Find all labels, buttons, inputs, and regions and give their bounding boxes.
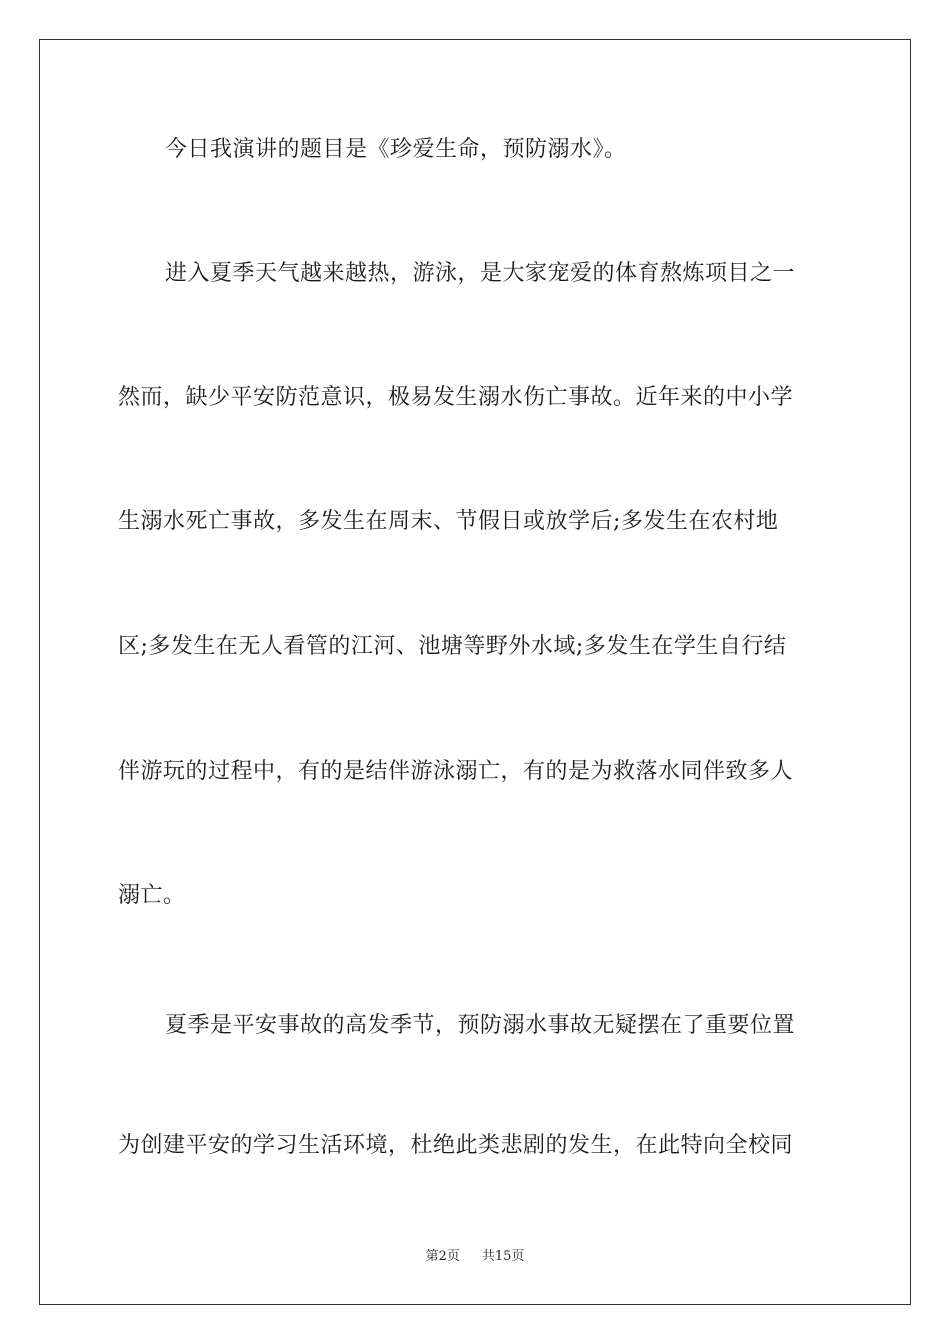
paragraph-line-9: 为创建平安的学习生活环境，杜绝此类悲剧的发生，在此特向全校同 [118, 1133, 794, 1158]
page-footer [0, 1245, 950, 1264]
paragraph-line-2: 进入夏季天气越来越热，游泳，是大家宠爱的体育熬炼项目之一 [165, 261, 796, 286]
paragraph-line-3: 然而，缺少平安防范意识，极易发生溺水伤亡事故。近年来的中小学 [118, 385, 794, 410]
paragraph-line-7: 溺亡。 [118, 883, 186, 908]
paragraph-line-6: 伴游玩的过程中，有的是结伴游泳溺亡，有的是为救落水同伴致多人 [118, 759, 794, 784]
paragraph-line-5: 区;多发生在无人看管的江河、池塘等野外水域;多发生在学生自行结 [118, 634, 787, 659]
page-total: 共15页 [481, 1249, 525, 1264]
paragraph-line-4: 生溺水死亡事故，多发生在周末、节假日或放学后;多发生在农村地 [118, 509, 779, 534]
paragraph-line-8: 夏季是平安事故的高发季节，预防溺水事故无疑摆在了重要位置 [165, 1013, 796, 1038]
paragraph-line-1: 今日我演讲的题目是《珍爱生命，预防溺水》。 [165, 137, 627, 162]
page-number: 第2页 [425, 1249, 460, 1264]
page-border [39, 39, 911, 1305]
